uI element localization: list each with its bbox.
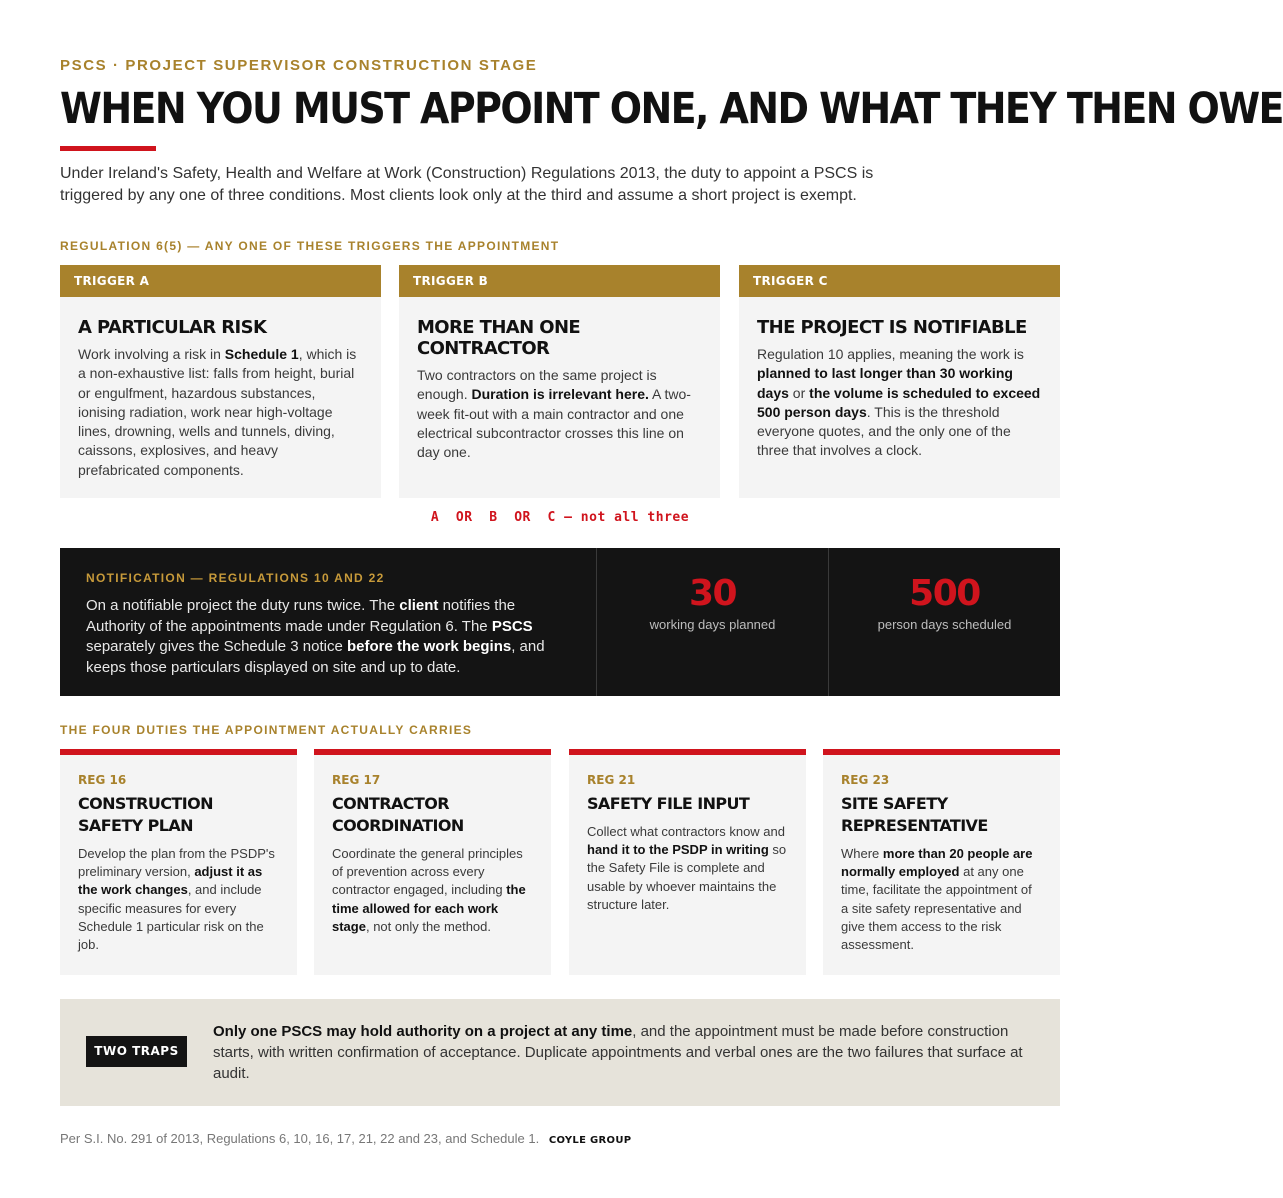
trigger-card-b: [399, 265, 720, 498]
trigger-heading: A PARTICULAR RISK: [78, 317, 267, 338]
stat-caption: working days planned: [649, 617, 776, 632]
duty-text: Develop the plan from the PSDP's preliminary version, adjust it as the work changes, and include specific measures for every Schedule 1 particular risk on the job.: [78, 846, 275, 953]
trigger-tag: TRIGGER A: [60, 265, 381, 297]
footer: [60, 1131, 631, 1146]
duty-heading: SITE SAFETY REPRESENTATIVE: [841, 794, 988, 835]
footer-citation: Per S.I. No. 291 of 2013, Regulations 6, 10, 16, 17, 21, 22 and 23, and Schedule 1.: [60, 1131, 540, 1146]
stat-working-days: [596, 548, 828, 696]
trigger-heading: THE PROJECT IS NOTIFIABLE: [757, 317, 1027, 338]
triggers-section-label: REGULATION 6(5) — ANY ONE OF THESE TRIGGERS THE APPOINTMENT: [60, 239, 560, 253]
duty-heading: CONTRACTOR COORDINATION: [332, 794, 464, 835]
trigger-tag: TRIGGER C: [739, 265, 1060, 297]
stat-value: 30: [688, 573, 737, 614]
duty-text: Where more than 20 people are normally employed at any one time, facilitate the appointment of a site safety representative and give them access to the risk assessment.: [841, 846, 1033, 953]
duty-card-reg23: [823, 749, 1060, 975]
duties-row: [60, 749, 1060, 975]
duty-card-reg21: [569, 749, 806, 975]
duty-text: Collect what contractors know and hand it to the PSDP in writing so the Safety File is complete and usable by whoever maintains the structure later.: [587, 824, 787, 912]
notification-text: On a notifiable project the duty runs twice. The client notifies the Authority of the appointments made under Regulation 6. The PSCS separately gives the Schedule 3 notice before the work begins, and keeps those particulars displayed on site and up to date.: [86, 597, 545, 677]
trigger-text: Regulation 10 applies, meaning the work is planned to last longer than 30 working days or the volume is scheduled to exceed 500 person days. This is the threshold everyone quotes, and the only one of the three that involves a clock.: [757, 346, 1041, 459]
trigger-text: Work involving a risk in Schedule 1, which is a non-exhaustive list: falls from height, burial or engulfment, hazardous substances, ionising radiation, work near high-voltage lines, drowning, wells and tunnels, diving, caissons, explosives, and heavy prefabricated components.: [78, 346, 357, 478]
traps-badge: TWO TRAPS: [86, 1036, 187, 1067]
page-title: WHEN YOU MUST APPOINT ONE, AND WHAT THEY THEN OWE: [60, 84, 1283, 134]
trigger-heading: MORE THAN ONE CONTRACTOR: [417, 317, 581, 359]
duty-card-reg17: [314, 749, 551, 975]
duty-reg: REG 16: [78, 773, 127, 787]
traps-text: Only one PSCS may hold authority on a project at any time, and the appointment must be made before construction starts, with written confirmation of acceptance. Duplicate appointments and verbal ones are the two failures that surface at audit.: [213, 1023, 1023, 1082]
duties-section-label: THE FOUR DUTIES THE APPOINTMENT ACTUALLY CARRIES: [60, 723, 473, 737]
duty-text: Coordinate the general principles of prevention across every contractor engaged, including the time allowed for each work stage, not only the method.: [332, 846, 526, 934]
duty-card-reg16: [60, 749, 297, 975]
trigger-tag: TRIGGER B: [399, 265, 720, 297]
duty-reg: REG 21: [587, 773, 636, 787]
duty-heading: CONSTRUCTION SAFETY PLAN: [78, 794, 213, 835]
notification-kicker: NOTIFICATION — REGULATIONS 10 AND 22: [86, 571, 385, 585]
intro-paragraph: Under Ireland's Safety, Health and Welfare at Work (Construction) Regulations 2013, the duty to appoint a PSCS is triggered by any one of three conditions. Most clients look only at the third and assume a short project is exempt.: [60, 165, 874, 204]
notification-copy: [86, 571, 576, 679]
duty-reg: REG 23: [841, 773, 890, 787]
triggers-row: [60, 265, 1060, 498]
notification-panel: [60, 548, 1060, 696]
trigger-card-a: [60, 265, 381, 498]
brand-logo: COYLE GROUP: [548, 1135, 632, 1146]
eyebrow: PSCS · PROJECT SUPERVISOR CONSTRUCTION STAGE: [60, 57, 538, 74]
duty-reg: REG 17: [332, 773, 381, 787]
or-connector: A OR B OR C — not all three: [430, 510, 690, 525]
stat-person-days: [828, 548, 1060, 696]
trigger-text: Two contractors on the same project is enough. Duration is irrelevant here. A two-week fit-out with a main contractor and one electrical subcontractor crosses this line on day one.: [417, 367, 691, 461]
stat-value: 500: [909, 573, 980, 614]
traps-callout: [60, 999, 1060, 1106]
trigger-card-c: [739, 265, 1060, 498]
stat-caption: person days scheduled: [877, 617, 1012, 632]
title-rule: [60, 146, 156, 151]
duty-heading: SAFETY FILE INPUT: [587, 794, 750, 813]
